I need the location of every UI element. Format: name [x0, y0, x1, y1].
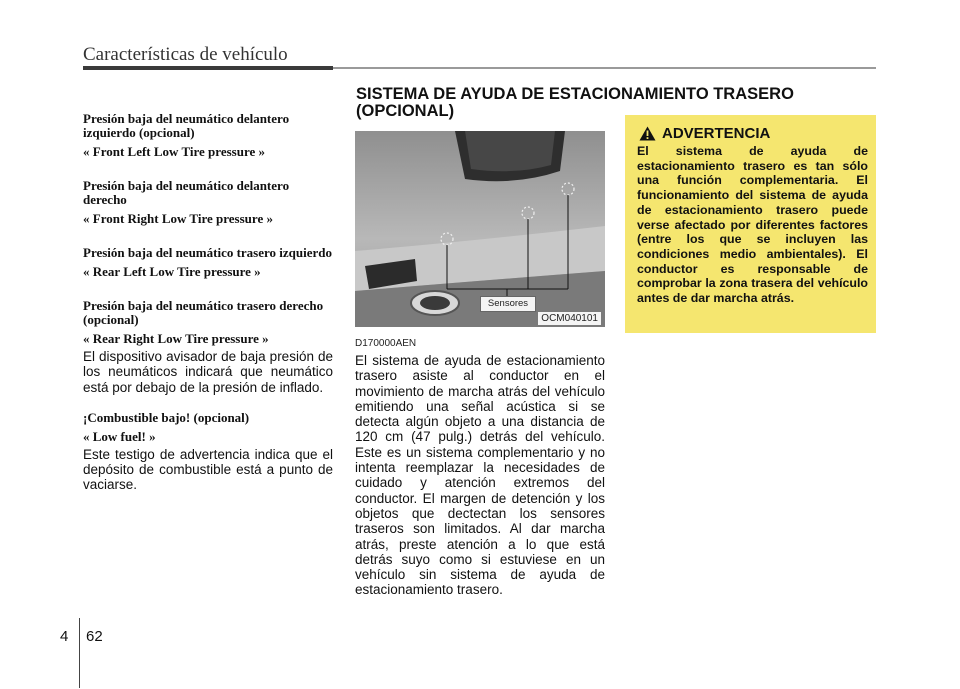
warning-box	[625, 115, 876, 333]
footer-divider	[79, 618, 80, 688]
section-body: El sistema de ayuda de estacionamiento trasero asiste al conductor en el movimiento de marcha atrás del vehículo emitiendo una señal acústica si se detecta algún objeto a una distancia de 120 cm (47 pulg.) detrás del vehículo. Este es un sistema complementario y no intenta reemplazar la necesidades de cuidado y atención extremos del conductor. El margen de detención y los objetos que dectectan los sensores traseros son limitados. Al dar marcha atrás, preste atención a lo que está detrás suyo como si estuviese en un vehículo sin sistema de ayuda de estacionamiento trasero.	[355, 353, 605, 598]
warning-code: « Front Right Low Tire pressure »	[83, 211, 273, 226]
header-title: Características de vehículo	[83, 44, 288, 65]
warning-triangle-icon	[639, 126, 656, 141]
figure-code: OCM040101	[538, 312, 601, 325]
left-column	[83, 112, 333, 493]
warning-heading: Presión baja del neumático delantero derecho	[83, 178, 290, 207]
header-bar-dark	[83, 66, 333, 70]
chapter-number: 4	[60, 628, 69, 645]
warning-code: « Front Left Low Tire pressure »	[83, 144, 265, 159]
warning-heading: Presión baja del neumático delantero izquierdo (opcional)	[83, 111, 290, 140]
page-number: 62	[86, 628, 103, 645]
rear-bumper-figure	[355, 131, 605, 327]
fuel-code: « Low fuel! »	[83, 428, 156, 444]
warning-text: El sistema de ayuda de estacionamiento trasero es tan sólo una función complementaria. El funcionamiento del sistema de ayuda de estacionamiento trasero puede verse afectado por diferentes factores (entre los que se incluyen las condiciones medio ambientales). El conductor es responsable de comprobar la zona trasera del vehículo antes de dar marcha atrás.	[637, 144, 868, 306]
warning-code: « Rear Left Low Tire pressure »	[83, 264, 261, 279]
fuel-heading: ¡Combustible bajo! (opcional)	[83, 409, 250, 425]
warning-heading: Presión baja del neumático trasero izquierdo	[83, 245, 333, 260]
tire-paragraph: El dispositivo avisador de baja presión de los neumáticos indicará que neumático está por debajo de la presión de inflado.	[83, 349, 333, 395]
sensors-label: Sensores	[480, 296, 536, 312]
warning-heading: Presión baja del neumático trasero derecho (opcional)	[83, 298, 324, 327]
header-bar-light	[333, 67, 876, 69]
document-id: D170000AEN	[355, 338, 417, 349]
section-title: SISTEMA DE AYUDA DE ESTACIONAMIENTO TRASERO (OPCIONAL)	[356, 85, 794, 120]
warning-header	[639, 125, 868, 142]
warning-title: ADVERTENCIA	[662, 125, 771, 142]
warning-code: « Rear Right Low Tire pressure »	[83, 331, 269, 346]
fuel-paragraph: Este testigo de advertencia indica que el depósito de combustible está a punto de vaciarse.	[83, 446, 333, 493]
